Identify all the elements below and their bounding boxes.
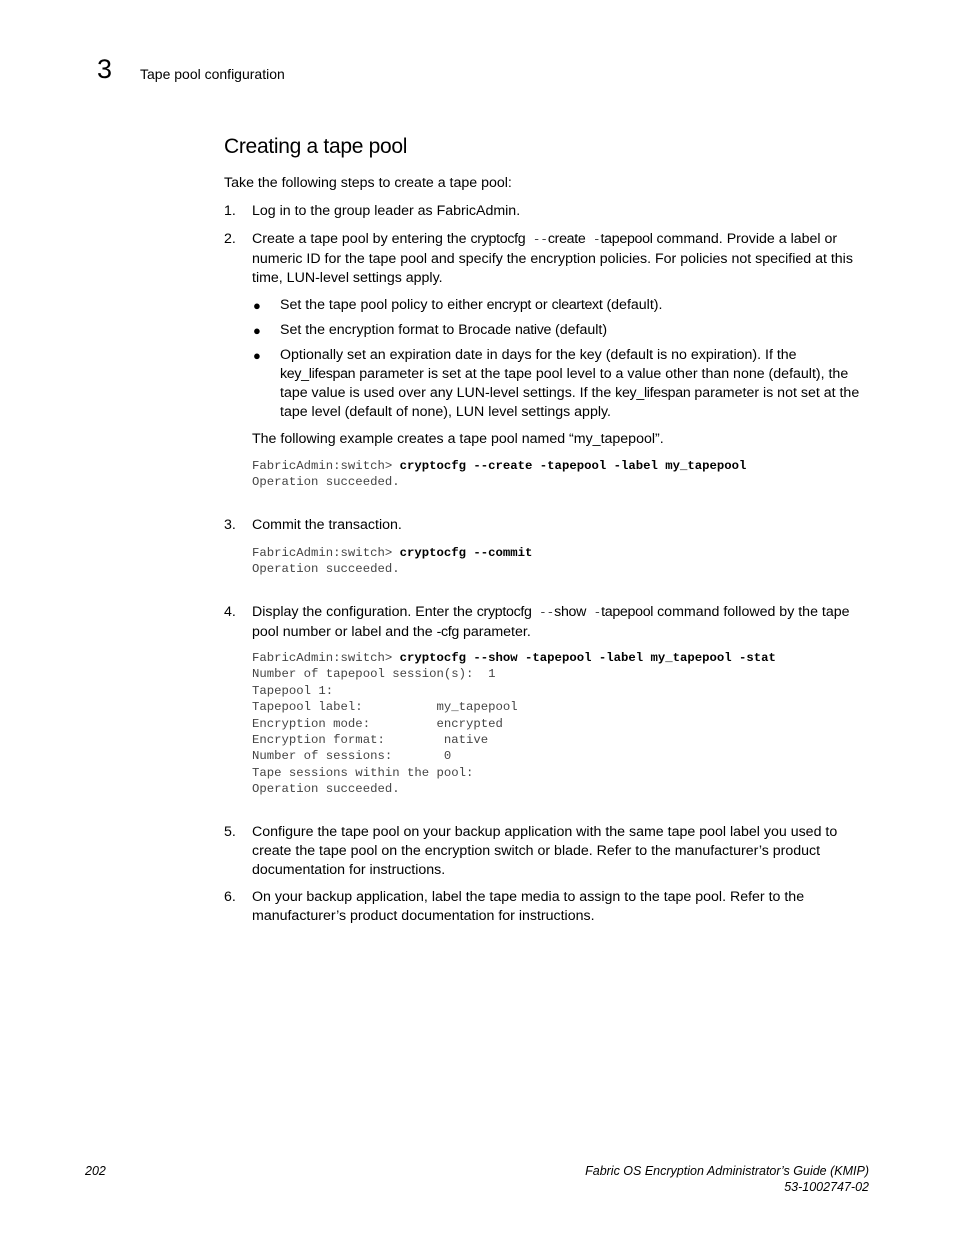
step-4-number: 4. xyxy=(224,604,236,620)
code-block-create xyxy=(252,458,746,491)
page-number: 202 xyxy=(85,1164,106,1178)
code-prompt: FabricAdmin:switch> xyxy=(252,459,400,473)
code-block-show xyxy=(252,650,776,798)
chapter-number: 3 xyxy=(97,54,113,84)
code-prompt: FabricAdmin:switch> xyxy=(252,546,400,560)
bullet-icon: ● xyxy=(253,323,261,338)
step-4-text xyxy=(252,603,868,642)
code-command: cryptocfg --show -tapepool -label my_tapepool -stat xyxy=(399,651,776,665)
chapter-title: Tape pool configuration xyxy=(140,66,285,82)
code-output: Operation succeeded. xyxy=(252,562,400,577)
command-cfg: -cfg xyxy=(436,624,460,640)
step-1-number: 1. xyxy=(224,203,236,219)
bullet-3-pre: Optionally set an expiration date in days for the key (default is no expiration). If the xyxy=(280,347,797,363)
step-2-text-pre: Create a tape pool by entering the xyxy=(252,231,471,247)
step-2-text xyxy=(252,230,868,288)
doc-title: Fabric OS Encryption Administrator’s Guide (KMIP) xyxy=(585,1164,869,1178)
command-dash: - xyxy=(585,233,601,247)
section-title: Creating a tape pool xyxy=(224,135,408,158)
bullet-3-post: parameter is not set at the tape level (default of none), LUN level settings apply. xyxy=(280,385,860,420)
keyword-key-lifespan: key_lifespan xyxy=(615,385,691,401)
bullet-2-pre: Set the encryption format to Brocade xyxy=(280,322,516,338)
keyword-key-lifespan: key_lifespan xyxy=(280,366,356,382)
command-create: create xyxy=(547,231,586,247)
section-intro: Take the following steps to create a tape pool: xyxy=(224,175,512,191)
bullet-3-mid: parameter is set at the tape pool level to a value other than none (default), the tape value is used over any LUN-level settings. If the xyxy=(280,366,849,401)
code-output: Number of tapepool session(s): 1 Tapepool 1: Tapepool label: my_tapepool Encryption mode: encrypted Encryption format: native Number of sessions: 0 Tape sessions within the pool: Operation succeeded. xyxy=(252,667,518,797)
command-dash: -- xyxy=(531,606,555,620)
step-3-text: Commit the transaction. xyxy=(252,517,402,533)
step-2-text-post: command. Provide a label or numeric ID for the tape pool and specify the encryption policies. For policies not specified at this time, LUN-level settings apply. xyxy=(252,231,853,286)
step-6-number: 6. xyxy=(224,889,236,905)
step-3-number: 3. xyxy=(224,517,236,533)
command-tapepool: tapepool xyxy=(600,231,653,247)
command-dash: -- xyxy=(525,233,548,247)
step-5-number: 5. xyxy=(224,824,236,840)
step-6-text: On your backup application, label the tape media to assign to the tape pool. Refer to the manufacturer’s product documentation for instructions. xyxy=(252,889,805,924)
step-4-text-post: parameter. xyxy=(459,624,531,640)
step-1-text: Log in to the group leader as FabricAdmin. xyxy=(252,203,521,219)
code-command: cryptocfg --create -tapepool -label my_tapepool xyxy=(399,459,747,473)
bullet-1-pre: Set the tape pool policy to either xyxy=(280,297,487,313)
step-4-text-mid: command followed by the tape pool number or label and the xyxy=(252,604,850,640)
example-intro: The following example creates a tape pool named “my_tapepool”. xyxy=(252,431,664,447)
keyword-native: native xyxy=(515,322,552,338)
code-command: cryptocfg --commit xyxy=(399,546,533,560)
doc-number: 53-1002747-02 xyxy=(784,1180,869,1194)
command-cryptocfg: cryptocfg xyxy=(470,231,526,247)
code-block-commit xyxy=(252,545,532,578)
keyword-cleartext: cleartext xyxy=(551,297,603,313)
bullet-2-post: (default) xyxy=(551,322,608,338)
bullet-icon: ● xyxy=(253,298,261,313)
step-4-text-pre: Display the configuration. Enter the xyxy=(252,604,477,620)
keyword-encrypt: encrypt xyxy=(486,297,532,313)
bullet-1-mid: or xyxy=(531,297,552,313)
bullet-1-text xyxy=(280,296,870,315)
command-cryptocfg: cryptocfg xyxy=(476,604,532,620)
step-5-text: Configure the tape pool on your backup application with the same tape pool label you used to create the tape pool on the encryption switch or blade. Refer to the manufacturer’s product documentation for instructions. xyxy=(252,824,838,878)
command-show: show xyxy=(554,604,587,620)
command-dash: - xyxy=(586,606,602,620)
bullet-2-text xyxy=(280,321,870,340)
bullet-icon: ● xyxy=(253,348,261,363)
code-output: Operation succeeded. xyxy=(252,475,400,490)
code-prompt: FabricAdmin:switch> xyxy=(252,651,400,665)
step-2-number: 2. xyxy=(224,231,236,247)
command-tapepool: tapepool xyxy=(601,604,654,620)
bullet-3-text xyxy=(280,346,870,422)
bullet-1-post: (default). xyxy=(602,297,663,313)
